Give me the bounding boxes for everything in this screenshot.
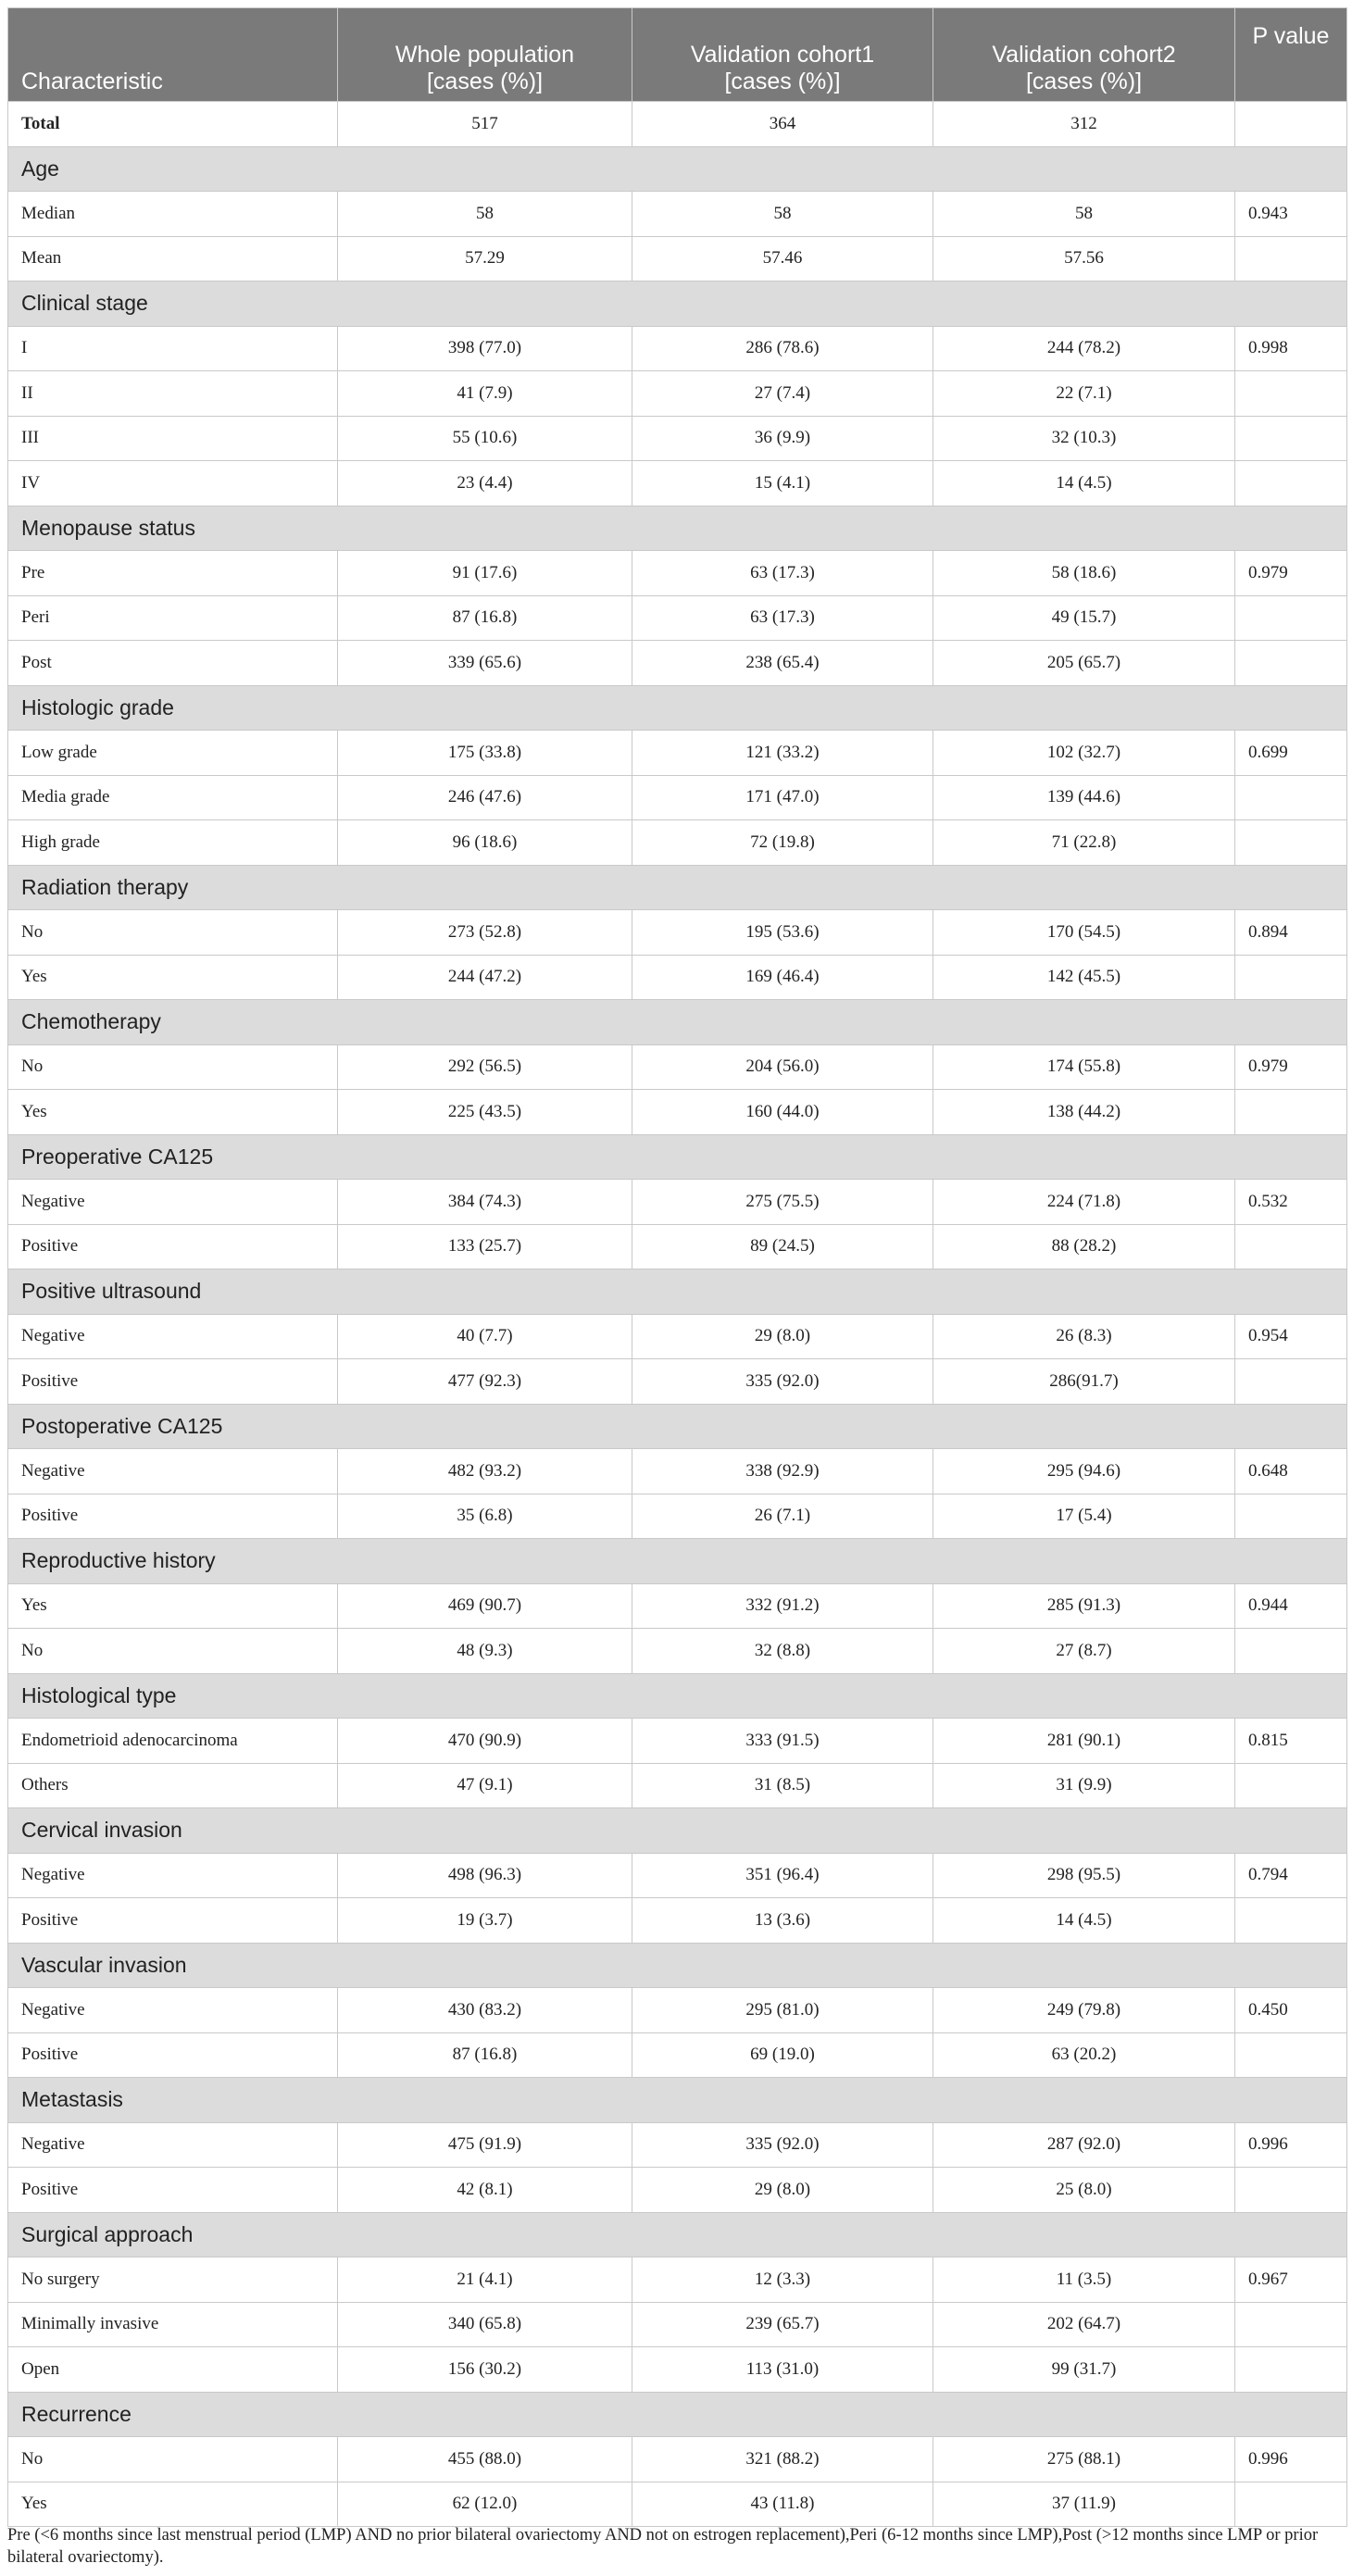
section-title: Radiation therapy xyxy=(8,865,1347,910)
cell-whole-population: 339 (65.6) xyxy=(338,641,632,686)
cell-validation-cohort1: 13 (3.6) xyxy=(632,1898,933,1944)
row-label: Negative xyxy=(8,2122,338,2168)
cell-validation-cohort2: 142 (45.5) xyxy=(933,955,1235,1000)
table-row xyxy=(8,192,1347,237)
section-title: Preoperative CA125 xyxy=(8,1134,1347,1180)
cell-p-value: 0.996 xyxy=(1235,2122,1347,2168)
cell-validation-cohort1: 295 (81.0) xyxy=(632,1988,933,2033)
cell-validation-cohort1: 333 (91.5) xyxy=(632,1719,933,1764)
cell-validation-cohort2: 27 (8.7) xyxy=(933,1629,1235,1674)
table-row xyxy=(8,775,1347,820)
table-row xyxy=(8,1359,1347,1405)
cell-whole-population: 57.29 xyxy=(338,236,632,281)
table-row xyxy=(8,416,1347,461)
table-row xyxy=(8,551,1347,596)
table-row xyxy=(8,1494,1347,1539)
section-title: Histological type xyxy=(8,1673,1347,1719)
cell-validation-cohort2: 99 (31.7) xyxy=(933,2347,1235,2393)
table-row xyxy=(8,371,1347,417)
cell-validation-cohort1: 26 (7.1) xyxy=(632,1494,933,1539)
cell-validation-cohort1: 204 (56.0) xyxy=(632,1044,933,1090)
cell-validation-cohort2: 49 (15.7) xyxy=(933,595,1235,641)
cell-validation-cohort1: 239 (65.7) xyxy=(632,2302,933,2347)
section-header-row xyxy=(8,1000,1347,1045)
section-header-row xyxy=(8,865,1347,910)
header-validation-cohort1 xyxy=(632,8,933,102)
section-header-row xyxy=(8,1673,1347,1719)
cell-validation-cohort2: 139 (44.6) xyxy=(933,775,1235,820)
cell-validation-cohort1: 238 (65.4) xyxy=(632,641,933,686)
cell-p-value: 0.944 xyxy=(1235,1583,1347,1629)
header-whole-line1: Whole population xyxy=(394,42,575,68)
section-header-row xyxy=(8,1269,1347,1315)
cell-validation-cohort2: 22 (7.1) xyxy=(933,371,1235,417)
row-label: Negative xyxy=(8,1988,338,2033)
row-label: Yes xyxy=(8,2482,338,2527)
cell-validation-cohort1: 169 (46.4) xyxy=(632,955,933,1000)
cell-validation-cohort2: 170 (54.5) xyxy=(933,910,1235,956)
table-row xyxy=(8,1180,1347,1225)
cell-p-value xyxy=(1235,1898,1347,1944)
table-row xyxy=(8,236,1347,281)
cell-validation-cohort2: 32 (10.3) xyxy=(933,416,1235,461)
cell-whole-population: 23 (4.4) xyxy=(338,461,632,506)
cell-p-value xyxy=(1235,955,1347,1000)
row-label: Yes xyxy=(8,1583,338,1629)
cell-whole-population: 477 (92.3) xyxy=(338,1359,632,1405)
cell-validation-cohort1: 43 (11.8) xyxy=(632,2482,933,2527)
section-title: Metastasis xyxy=(8,2078,1347,2123)
row-label: Mean xyxy=(8,236,338,281)
row-label: Media grade xyxy=(8,775,338,820)
table-row xyxy=(8,1898,1347,1944)
row-label: No xyxy=(8,2437,338,2482)
table-row xyxy=(8,820,1347,866)
cell-validation-cohort1: 335 (92.0) xyxy=(632,2122,933,2168)
table-row xyxy=(8,1763,1347,1808)
cell-validation-cohort2: 244 (78.2) xyxy=(933,326,1235,371)
cell-validation-cohort2: 88 (28.2) xyxy=(933,1224,1235,1269)
cell-whole-population: 87 (16.8) xyxy=(338,2032,632,2078)
cell-whole-population: 475 (91.9) xyxy=(338,2122,632,2168)
table-row xyxy=(8,2347,1347,2393)
cell-validation-cohort1: 63 (17.3) xyxy=(632,551,933,596)
table-row xyxy=(8,731,1347,776)
cell-p-value xyxy=(1235,2032,1347,2078)
cell-p-value: 0.979 xyxy=(1235,551,1347,596)
cell-validation-cohort2: 63 (20.2) xyxy=(933,2032,1235,2078)
cell-p-value xyxy=(1235,595,1347,641)
row-label: No surgery xyxy=(8,2257,338,2303)
section-title: Cervical invasion xyxy=(8,1808,1347,1854)
row-label: Positive xyxy=(8,2168,338,2213)
cell-whole-population: 246 (47.6) xyxy=(338,775,632,820)
cell-validation-cohort1: 31 (8.5) xyxy=(632,1763,933,1808)
cell-whole-population: 482 (93.2) xyxy=(338,1449,632,1494)
section-title: Age xyxy=(8,146,1347,192)
cell-validation-cohort2: 298 (95.5) xyxy=(933,1853,1235,1898)
table-row xyxy=(8,1449,1347,1494)
cell-validation-cohort1: 335 (92.0) xyxy=(632,1359,933,1405)
cell-validation-cohort1: 286 (78.6) xyxy=(632,326,933,371)
section-header-row xyxy=(8,146,1347,192)
cell-whole-population: 35 (6.8) xyxy=(338,1494,632,1539)
header-row xyxy=(8,8,1347,102)
cell-whole-population: 340 (65.8) xyxy=(338,2302,632,2347)
cell-validation-cohort2: 26 (8.3) xyxy=(933,1314,1235,1359)
cell-whole-population: 244 (47.2) xyxy=(338,955,632,1000)
cell-p-value xyxy=(1235,1359,1347,1405)
cell-validation-cohort1: 89 (24.5) xyxy=(632,1224,933,1269)
row-label: Positive xyxy=(8,1494,338,1539)
section-header-row xyxy=(8,685,1347,731)
table-row xyxy=(8,2257,1347,2303)
cell-p-value: 0.998 xyxy=(1235,326,1347,371)
section-header-row xyxy=(8,1134,1347,1180)
table-container xyxy=(7,7,1346,2527)
section-title: Surgical approach xyxy=(8,2212,1347,2257)
cell-whole-population: 62 (12.0) xyxy=(338,2482,632,2527)
table-row xyxy=(8,1853,1347,1898)
row-label: Positive xyxy=(8,1898,338,1944)
cell-validation-cohort2: 275 (88.1) xyxy=(933,2437,1235,2482)
header-v1-line2: [cases (%)] xyxy=(724,69,841,94)
cell-validation-cohort2: 25 (8.0) xyxy=(933,2168,1235,2213)
table-row xyxy=(8,910,1347,956)
table-row xyxy=(8,1044,1347,1090)
table-row xyxy=(8,1988,1347,2033)
row-label: High grade xyxy=(8,820,338,866)
cell-validation-cohort2: 102 (32.7) xyxy=(933,731,1235,776)
row-label: Others xyxy=(8,1763,338,1808)
section-title: Clinical stage xyxy=(8,281,1347,327)
cell-validation-cohort2: 31 (9.9) xyxy=(933,1763,1235,1808)
cell-whole-population: 469 (90.7) xyxy=(338,1583,632,1629)
cell-whole-population: 55 (10.6) xyxy=(338,416,632,461)
header-whole-population xyxy=(338,8,632,102)
table-row xyxy=(8,461,1347,506)
cell-p-value: 0.979 xyxy=(1235,1044,1347,1090)
cell-validation-cohort1: 275 (75.5) xyxy=(632,1180,933,1225)
cell-whole-population: 455 (88.0) xyxy=(338,2437,632,2482)
cell-p-value xyxy=(1235,1090,1347,1135)
row-label: No xyxy=(8,1629,338,1674)
section-title: Positive ultrasound xyxy=(8,1269,1347,1315)
cell-p-value xyxy=(1235,775,1347,820)
cell-whole-population: 498 (96.3) xyxy=(338,1853,632,1898)
row-label: Yes xyxy=(8,955,338,1000)
total-label: Total xyxy=(8,102,338,147)
total-whole: 517 xyxy=(338,102,632,147)
table-row xyxy=(8,1719,1347,1764)
cell-validation-cohort2: 58 xyxy=(933,192,1235,237)
cell-whole-population: 19 (3.7) xyxy=(338,1898,632,1944)
section-title: Chemotherapy xyxy=(8,1000,1347,1045)
table-footnote: Pre (<6 months since last menstrual period (LMP) AND no prior bilateral ovariectomy AND not on estrogen replacement),Peri (6-12 months since LMP),Post (>12 months since LMP or prior bilateral ovariectomy). xyxy=(7,2526,1319,2567)
cell-validation-cohort2: 202 (64.7) xyxy=(933,2302,1235,2347)
row-label: Positive xyxy=(8,1359,338,1405)
cell-validation-cohort1: 36 (9.9) xyxy=(632,416,933,461)
row-label: II xyxy=(8,371,338,417)
cell-p-value: 0.794 xyxy=(1235,1853,1347,1898)
cell-p-value: 0.532 xyxy=(1235,1180,1347,1225)
cell-p-value xyxy=(1235,820,1347,866)
cell-validation-cohort2: 287 (92.0) xyxy=(933,2122,1235,2168)
cell-validation-cohort1: 29 (8.0) xyxy=(632,1314,933,1359)
table-row xyxy=(8,1629,1347,1674)
row-label: Pre xyxy=(8,551,338,596)
cell-p-value xyxy=(1235,371,1347,417)
cell-validation-cohort2: 58 (18.6) xyxy=(933,551,1235,596)
cell-validation-cohort1: 29 (8.0) xyxy=(632,2168,933,2213)
cell-validation-cohort1: 32 (8.8) xyxy=(632,1629,933,1674)
cell-p-value xyxy=(1235,2482,1347,2527)
table-row xyxy=(8,1224,1347,1269)
section-title: Reproductive history xyxy=(8,1539,1347,1584)
cell-validation-cohort1: 63 (17.3) xyxy=(632,595,933,641)
cell-validation-cohort1: 57.46 xyxy=(632,236,933,281)
cell-validation-cohort1: 171 (47.0) xyxy=(632,775,933,820)
cell-whole-population: 42 (8.1) xyxy=(338,2168,632,2213)
table-row xyxy=(8,1314,1347,1359)
section-header-row xyxy=(8,281,1347,327)
cell-p-value xyxy=(1235,1494,1347,1539)
cell-p-value xyxy=(1235,2168,1347,2213)
cell-p-value xyxy=(1235,461,1347,506)
table-row xyxy=(8,2302,1347,2347)
section-header-row xyxy=(8,1943,1347,1988)
cell-p-value: 0.943 xyxy=(1235,192,1347,237)
header-p-value: P value xyxy=(1235,8,1347,102)
total-v1: 364 xyxy=(632,102,933,147)
table-header xyxy=(8,8,1347,102)
header-characteristic: Characteristic xyxy=(8,8,338,102)
row-label: Negative xyxy=(8,1449,338,1494)
cell-whole-population: 87 (16.8) xyxy=(338,595,632,641)
cell-p-value: 0.894 xyxy=(1235,910,1347,956)
cell-p-value xyxy=(1235,2302,1347,2347)
cell-whole-population: 175 (33.8) xyxy=(338,731,632,776)
cell-p-value: 0.815 xyxy=(1235,1719,1347,1764)
table-row xyxy=(8,955,1347,1000)
table-row xyxy=(8,595,1347,641)
row-label: Peri xyxy=(8,595,338,641)
cell-validation-cohort1: 58 xyxy=(632,192,933,237)
cell-whole-population: 96 (18.6) xyxy=(338,820,632,866)
table-row xyxy=(8,2437,1347,2482)
table-row xyxy=(8,2122,1347,2168)
section-title: Postoperative CA125 xyxy=(8,1404,1347,1449)
cell-p-value: 0.648 xyxy=(1235,1449,1347,1494)
cell-validation-cohort2: 14 (4.5) xyxy=(933,461,1235,506)
cell-validation-cohort1: 332 (91.2) xyxy=(632,1583,933,1629)
row-label: Minimally invasive xyxy=(8,2302,338,2347)
row-label: Median xyxy=(8,192,338,237)
cell-validation-cohort2: 286(91.7) xyxy=(933,1359,1235,1405)
cell-validation-cohort2: 249 (79.8) xyxy=(933,1988,1235,2033)
cell-validation-cohort1: 195 (53.6) xyxy=(632,910,933,956)
table-body xyxy=(8,102,1347,2527)
total-row xyxy=(8,102,1347,147)
section-title: Menopause status xyxy=(8,506,1347,551)
table-row xyxy=(8,641,1347,686)
header-validation-cohort2 xyxy=(933,8,1235,102)
section-header-row xyxy=(8,1404,1347,1449)
cell-validation-cohort2: 17 (5.4) xyxy=(933,1494,1235,1539)
header-v2-line2: [cases (%)] xyxy=(1025,69,1143,94)
table-row xyxy=(8,2482,1347,2527)
row-label: Negative xyxy=(8,1180,338,1225)
section-header-row xyxy=(8,2392,1347,2437)
cell-validation-cohort2: 71 (22.8) xyxy=(933,820,1235,866)
cell-validation-cohort2: 285 (91.3) xyxy=(933,1583,1235,1629)
section-title: Recurrence xyxy=(8,2392,1347,2437)
cell-whole-population: 225 (43.5) xyxy=(338,1090,632,1135)
characteristics-table xyxy=(7,7,1347,2527)
cell-validation-cohort2: 224 (71.8) xyxy=(933,1180,1235,1225)
cell-whole-population: 156 (30.2) xyxy=(338,2347,632,2393)
cell-p-value: 0.699 xyxy=(1235,731,1347,776)
cell-validation-cohort2: 14 (4.5) xyxy=(933,1898,1235,1944)
cell-validation-cohort1: 121 (33.2) xyxy=(632,731,933,776)
cell-p-value xyxy=(1235,641,1347,686)
cell-whole-population: 470 (90.9) xyxy=(338,1719,632,1764)
row-label: No xyxy=(8,1044,338,1090)
header-whole-line2: [cases (%)] xyxy=(426,69,544,94)
row-label: IV xyxy=(8,461,338,506)
table-row xyxy=(8,1090,1347,1135)
table-row xyxy=(8,326,1347,371)
cell-validation-cohort1: 12 (3.3) xyxy=(632,2257,933,2303)
cell-p-value: 0.450 xyxy=(1235,1988,1347,2033)
cell-validation-cohort2: 138 (44.2) xyxy=(933,1090,1235,1135)
cell-validation-cohort2: 281 (90.1) xyxy=(933,1719,1235,1764)
cell-validation-cohort1: 72 (19.8) xyxy=(632,820,933,866)
table-row xyxy=(8,1583,1347,1629)
row-label: Positive xyxy=(8,2032,338,2078)
row-label: Negative xyxy=(8,1314,338,1359)
row-label: Post xyxy=(8,641,338,686)
cell-p-value xyxy=(1235,1224,1347,1269)
cell-whole-population: 384 (74.3) xyxy=(338,1180,632,1225)
row-label: Open xyxy=(8,2347,338,2393)
cell-validation-cohort1: 351 (96.4) xyxy=(632,1853,933,1898)
header-v2-line1: Validation cohort2 xyxy=(992,42,1176,68)
row-label: No xyxy=(8,910,338,956)
row-label: Negative xyxy=(8,1853,338,1898)
total-p xyxy=(1235,102,1347,147)
section-title: Vascular invasion xyxy=(8,1943,1347,1988)
section-header-row xyxy=(8,2078,1347,2123)
cell-p-value: 0.996 xyxy=(1235,2437,1347,2482)
table-row xyxy=(8,2168,1347,2213)
cell-validation-cohort1: 69 (19.0) xyxy=(632,2032,933,2078)
cell-p-value: 0.967 xyxy=(1235,2257,1347,2303)
cell-validation-cohort1: 160 (44.0) xyxy=(632,1090,933,1135)
total-v2: 312 xyxy=(933,102,1235,147)
cell-whole-population: 273 (52.8) xyxy=(338,910,632,956)
row-label: Yes xyxy=(8,1090,338,1135)
table-row xyxy=(8,2032,1347,2078)
cell-p-value xyxy=(1235,416,1347,461)
cell-validation-cohort2: 57.56 xyxy=(933,236,1235,281)
cell-p-value xyxy=(1235,2347,1347,2393)
cell-whole-population: 40 (7.7) xyxy=(338,1314,632,1359)
cell-whole-population: 133 (25.7) xyxy=(338,1224,632,1269)
section-header-row xyxy=(8,506,1347,551)
row-label: Low grade xyxy=(8,731,338,776)
cell-p-value xyxy=(1235,236,1347,281)
section-header-row xyxy=(8,1808,1347,1854)
cell-whole-population: 398 (77.0) xyxy=(338,326,632,371)
cell-whole-population: 47 (9.1) xyxy=(338,1763,632,1808)
header-v1-line1: Validation cohort1 xyxy=(690,42,875,68)
cell-whole-population: 41 (7.9) xyxy=(338,371,632,417)
section-header-row xyxy=(8,2212,1347,2257)
cell-validation-cohort1: 338 (92.9) xyxy=(632,1449,933,1494)
cell-validation-cohort1: 15 (4.1) xyxy=(632,461,933,506)
cell-whole-population: 21 (4.1) xyxy=(338,2257,632,2303)
row-label: III xyxy=(8,416,338,461)
cell-whole-population: 58 xyxy=(338,192,632,237)
row-label: I xyxy=(8,326,338,371)
cell-p-value: 0.954 xyxy=(1235,1314,1347,1359)
cell-validation-cohort1: 113 (31.0) xyxy=(632,2347,933,2393)
cell-whole-population: 91 (17.6) xyxy=(338,551,632,596)
cell-whole-population: 292 (56.5) xyxy=(338,1044,632,1090)
cell-p-value xyxy=(1235,1629,1347,1674)
cell-validation-cohort2: 174 (55.8) xyxy=(933,1044,1235,1090)
cell-validation-cohort1: 321 (88.2) xyxy=(632,2437,933,2482)
row-label: Endometrioid adenocarcinoma xyxy=(8,1719,338,1764)
cell-p-value xyxy=(1235,1763,1347,1808)
section-header-row xyxy=(8,1539,1347,1584)
section-title: Histologic grade xyxy=(8,685,1347,731)
cell-whole-population: 48 (9.3) xyxy=(338,1629,632,1674)
cell-whole-population: 430 (83.2) xyxy=(338,1988,632,2033)
cell-validation-cohort2: 295 (94.6) xyxy=(933,1449,1235,1494)
cell-validation-cohort2: 37 (11.9) xyxy=(933,2482,1235,2527)
cell-validation-cohort1: 27 (7.4) xyxy=(632,371,933,417)
cell-validation-cohort2: 205 (65.7) xyxy=(933,641,1235,686)
cell-validation-cohort2: 11 (3.5) xyxy=(933,2257,1235,2303)
row-label: Positive xyxy=(8,1224,338,1269)
